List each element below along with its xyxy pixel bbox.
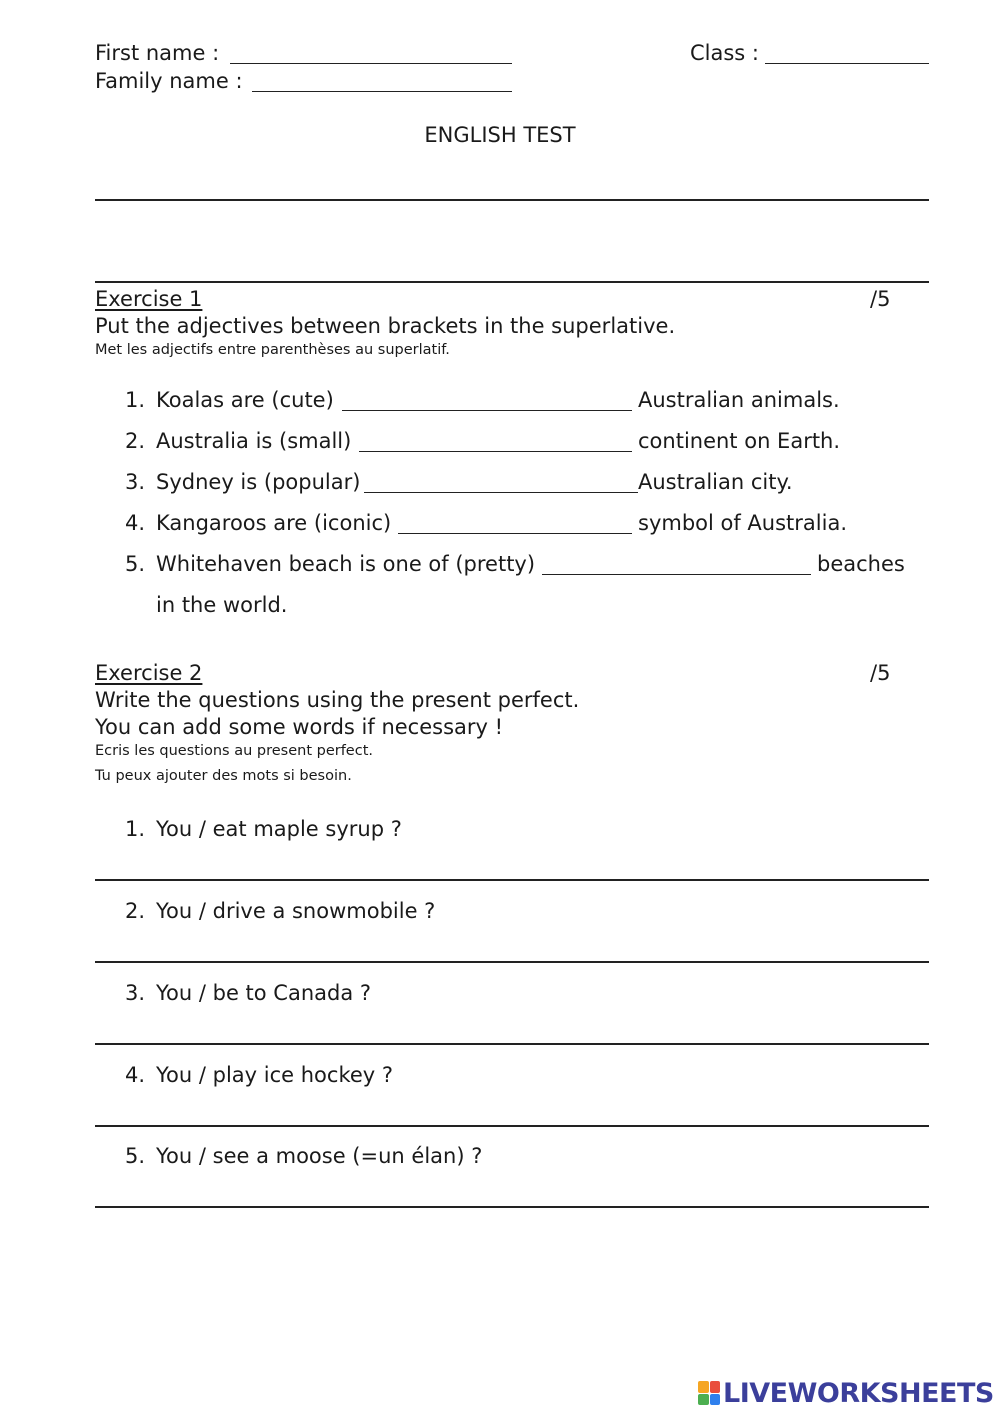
ex1-item-after: symbol of Australia. [638, 511, 847, 535]
ex1-item-number: 5. [125, 552, 146, 576]
exercise1-instruction-fr: Met les adjectifs entre parenthèses au superlatif. [95, 342, 450, 358]
ex1-item-prompt: Koalas are (cute) [156, 388, 334, 412]
logo-mark-icon [698, 1381, 720, 1405]
exercise2-instruction-fr-2: Tu peux ajouter des mots si besoin. [95, 768, 352, 784]
first-name-label: First name : [95, 41, 220, 65]
exercise2-title: Exercise 2 [95, 661, 203, 685]
ex2-answer-line[interactable] [95, 1206, 929, 1208]
divider-top [95, 199, 929, 201]
logo-text: LIVEWORKSHEETS [723, 1377, 994, 1409]
ex2-item-number: 2. [125, 899, 146, 923]
exercise1-score: /5 [870, 287, 891, 311]
ex1-item-after: Australian animals. [638, 388, 840, 412]
ex1-answer-blank[interactable] [364, 492, 638, 493]
ex1-item-continuation: in the world. [156, 593, 288, 617]
ex1-item-number: 2. [125, 429, 146, 453]
ex1-item-number: 3. [125, 470, 146, 494]
ex1-answer-blank[interactable] [542, 574, 811, 575]
logo-square [710, 1381, 721, 1393]
family-name-field[interactable] [252, 91, 512, 92]
exercise2-instruction-en-1: Write the questions using the present perfect. [95, 688, 580, 712]
exercise1-instruction-en: Put the adjectives between brackets in the superlative. [95, 314, 676, 338]
logo-square [698, 1381, 709, 1393]
class-label: Class : [690, 41, 759, 65]
ex2-item-prompt: You / play ice hockey ? [156, 1063, 394, 1087]
ex1-answer-blank[interactable] [359, 451, 632, 452]
logo-square [698, 1394, 709, 1406]
exercise2-score: /5 [870, 661, 891, 685]
exercise1-title: Exercise 1 [95, 287, 203, 311]
ex1-item-after: beaches [817, 552, 905, 576]
divider-exercise1 [95, 281, 929, 283]
exercise2-instruction-fr-1: Ecris les questions au present perfect. [95, 743, 373, 759]
class-field[interactable] [765, 63, 929, 64]
family-name-label: Family name : [95, 69, 243, 93]
ex2-answer-line[interactable] [95, 961, 929, 963]
ex2-item-prompt: You / eat maple syrup ? [156, 817, 402, 841]
ex2-item-number: 1. [125, 817, 146, 841]
ex1-item-after: Australian city. [638, 470, 793, 494]
ex2-item-prompt: You / drive a snowmobile ? [156, 899, 436, 923]
ex2-item-prompt: You / see a moose (=un élan) ? [156, 1144, 483, 1168]
logo-square [710, 1394, 721, 1406]
ex1-item-prompt: Whitehaven beach is one of (pretty) [156, 552, 536, 576]
ex2-item-number: 4. [125, 1063, 146, 1087]
ex2-item-number: 3. [125, 981, 146, 1005]
ex1-item-prompt: Australia is (small) [156, 429, 352, 453]
ex1-item-prompt: Kangaroos are (iconic) [156, 511, 392, 535]
page-title: ENGLISH TEST [424, 123, 576, 147]
ex2-item-prompt: You / be to Canada ? [156, 981, 372, 1005]
liveworksheets-logo [698, 1377, 994, 1409]
ex1-item-number: 1. [125, 388, 146, 412]
ex1-item-prompt: Sydney is (popular) [156, 470, 361, 494]
ex2-item-number: 5. [125, 1144, 146, 1168]
first-name-field[interactable] [230, 63, 512, 64]
ex1-item-number: 4. [125, 511, 146, 535]
ex1-answer-blank[interactable] [342, 410, 632, 411]
ex1-answer-blank[interactable] [398, 533, 632, 534]
exercise2-instruction-en-2: You can add some words if necessary ! [95, 715, 504, 739]
ex2-answer-line[interactable] [95, 1125, 929, 1127]
ex2-answer-line[interactable] [95, 879, 929, 881]
ex1-item-after: continent on Earth. [638, 429, 841, 453]
ex2-answer-line[interactable] [95, 1043, 929, 1045]
